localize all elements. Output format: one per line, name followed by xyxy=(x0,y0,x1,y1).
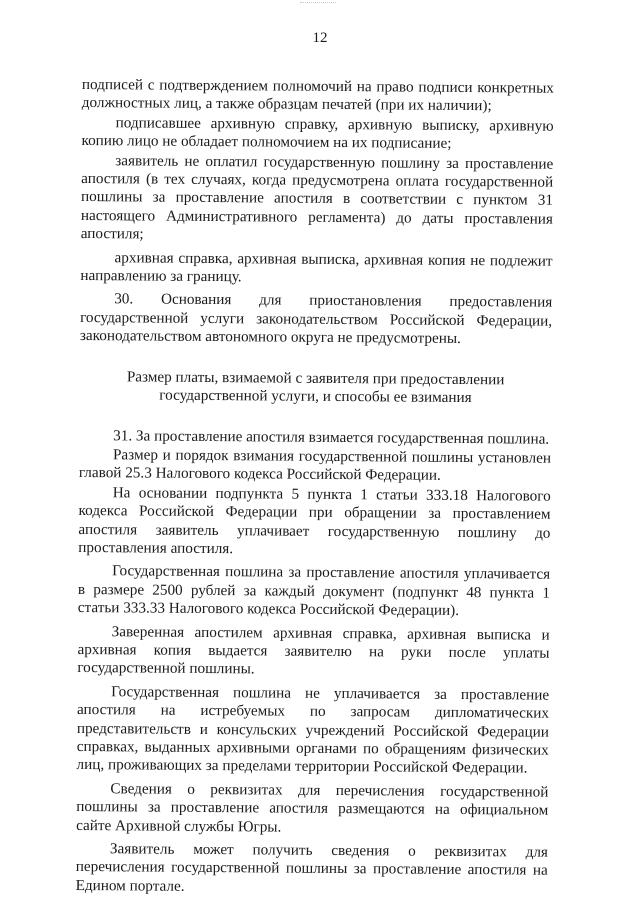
paragraph-fee-amount: Государственная пошлина за проставление апостиля уплачивается в размере 2500 рублей за каждый документ (подпункт 48 пункта 1 статьи 333.33 Налогового кодекса Российской Федерации). xyxy=(77,562,551,620)
paragraph-requisites-portal: Заявитель может получить сведения о реквизитах для перечисления государственной пошлины за проставление апостиля на Едином портале. xyxy=(75,840,548,895)
paragraph-not-for-abroad: архивная справка, архивная выписка, архивная копия не подлежит направлению за границу. xyxy=(80,248,553,286)
page-number: 12 xyxy=(312,30,328,46)
paragraph-signatures: подписей с подтверждением полномочий на право подписи конкретных должностных лиц, а также образцам печатей (при их наличии); xyxy=(81,76,554,115)
paragraph-fee-exemption: Государственная пошлина не уплачивается за проставление апостиля на истребуемых по запросам дипломатических представительств и консульских учреждений Российской Федерации справках, выданных архивными органами по обращениям физических лиц, проживающих за пределами территории Российской Федерации. xyxy=(76,683,550,777)
paragraph-fee-not-paid: заявитель не оплатил государственную пошлину за проставление апостиля (в тех случаях, когда предусмотрена оплата государственной пошлины за проставление апостиля в соответствии с пунктом 31 настоящего Административного регламента) до даты проставления апостиля; xyxy=(80,151,554,243)
document-body xyxy=(76,76,554,899)
paragraph-tax-code-basis: На основании подпункта 5 пункта 1 статьи 333.18 Налогового кодекса Российской Федерации при обращении за проставлением апостиля заявитель уплачивает государственную пошлину до проставления апостиля. xyxy=(78,483,551,558)
scan-artifact xyxy=(300,2,336,6)
paragraph-issue-after-payment: Заверенная апостилем архивная справка, архивная выписка и архивная копия выдается заявителю на руки после уплаты государственной пошлины. xyxy=(77,622,550,678)
paragraph-30-suspension: 30. Основания для приостановления предоставления государственной услуги законодательством Российской Федерации, законодательством автономного округа не предусмотрены. xyxy=(79,290,553,348)
paragraph-31-fee: 31. За проставление апостиля взимается государственная пошлина. xyxy=(113,426,550,448)
paragraph-signer-authority: подписавшее архивную справку, архивную выписку, архивную копию лицо не обладает полномочием на их подписание; xyxy=(81,114,554,153)
paragraph-fee-order: Размер и порядок взимания государственной пошлины установлен главой 25.3 Налогового кодекса Российской Федерации. xyxy=(78,446,552,485)
section-heading-fee: Размер платы, взимаемой с заявителя при предоставлении государственной услуги, и способы ее взимания xyxy=(126,368,505,407)
paragraph-requisites-site: Сведения о реквизитах для перечисления государственной пошлины за проставление апостиля размещаются на официальном сайте Архивной службы Югры. xyxy=(76,780,549,836)
